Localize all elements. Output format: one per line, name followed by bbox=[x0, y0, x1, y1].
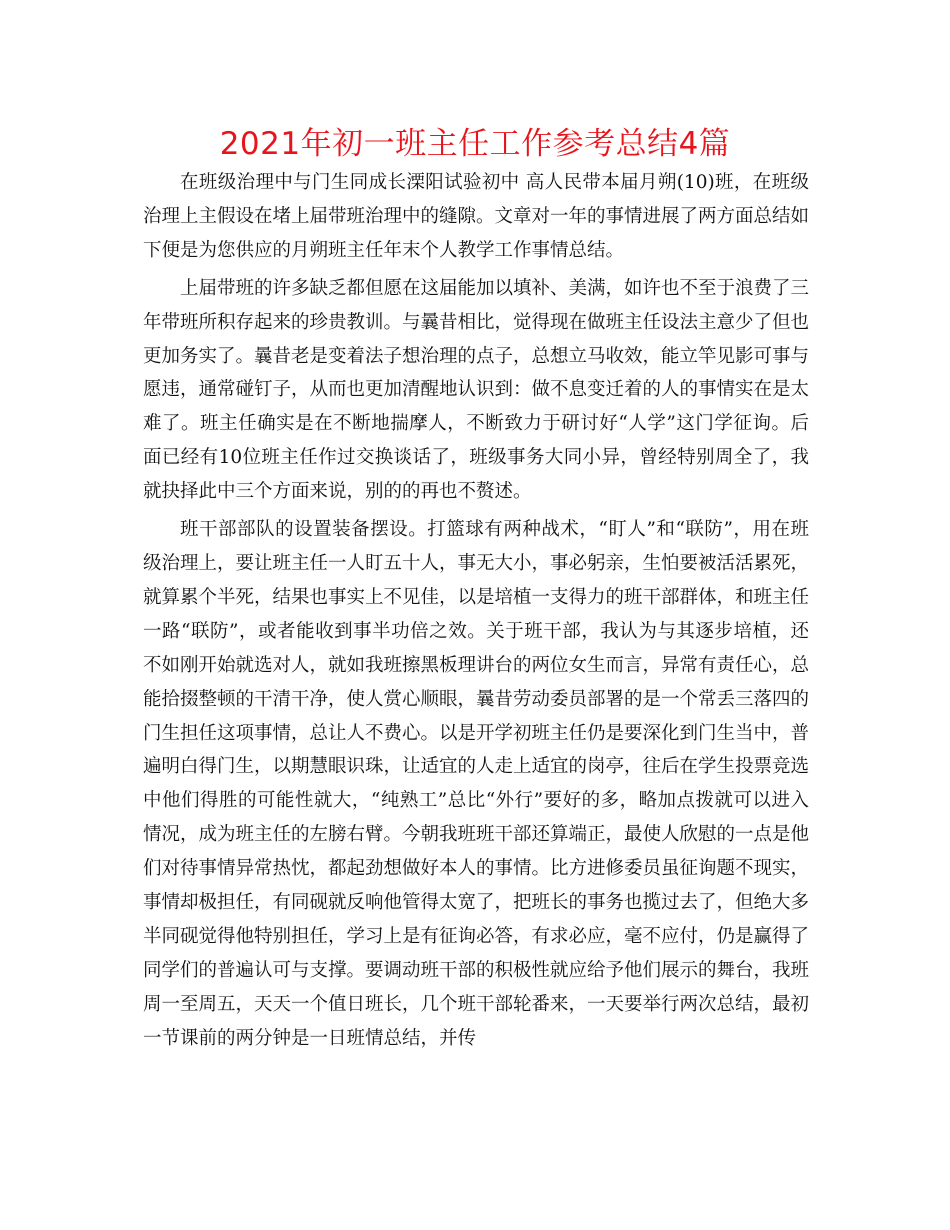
document-title: 2021年初一班主任工作参考总结4篇 bbox=[219, 126, 731, 162]
document-body bbox=[143, 166, 809, 1060]
paragraph-3: 班干部部队的设置装备摆设。打篮球有两种战术，“盯人”和“联防”，用在班级治理上，要让班主任一人盯五十人，事无大小，事必躬亲，生怕要被活活累死，就算累个半死，结果也事实上不见佳，以是培植一支得力的班干部群体，和班主任一路“联防”，或者能收到事半功倍之效。关于班干部，我认为与其逐步培植，还不如刚开始就选对人，就如我班擦黑板理讲台的两位女生而言，异常有责任心，总能拾掇整顿的干清干净，使人赏心顺眼，曩昔劳动委员部署的是一个常丢三落四的门生担任这项事情，总让人不费心。以是开学初班主任仍是要深化到门生当中，普遍明白得门生，以期慧眼识珠，让适宜的人走上适宜的岗亭，往后在学生投票竞选中他们得胜的可能性就大，“纯熟工”总比“外行”要好的多，略加点拨就可以进入情况，成为班主任的左膀右臂。今朝我班班干部还算端正，最使人欣慰的一点是他们对待事情异常热忱，都起劲想做好本人的事情。比方进修委员虽征询题不现实，事情却极担任，有同砚就反响他管得太宽了，把班长的事务也揽过去了，但绝大多半同砚觉得他特别担任，学习上是有征询必答，有求必应，毫不应付，仍是赢得了同学们的普遍认可与支撑。要调动班干部的积极性就应给予他们展示的舞台，我班周一至周五，天天一个值日班长，几个班干部轮番来，一天要举行两次总结，最初一节课前的两分钟是一日班情总结，并传 bbox=[143, 519, 810, 1049]
paragraph-1: 在班级治理中与门生同成长溧阳试验初中 高人民带本届月朔(10)班，在班级治理上主假设在堵上届带班治理中的缝隙。文章对一年的事情进展了两方面总结如下便是为您供应的月朔班主任年末个人教学工作事情总结。 bbox=[143, 172, 810, 261]
paragraph-2: 上届带班的许多缺乏都但愿在这届能加以填补、美满，如许也不至于浪费了三年带班所积存起来的珍贵教训。与曩昔相比，觉得现在做班主任设法主意少了但也更加务实了。曩昔老是变着法子想治理的点子，总想立马收效，能立竿见影可事与愿违，通常碰钉子，从而也更加清醒地认识到：做不息变迁着的人的事情实在是太难了。班主任确实是在不断地揣摩人，不断致力于研讨好“人学”这门学征询。后面已经有10位班主任作过交换谈话了，班级事务大同小异，曾经特别周全了，我就抉择此中三个方面来说，别的的再也不赘述。 bbox=[143, 277, 810, 503]
